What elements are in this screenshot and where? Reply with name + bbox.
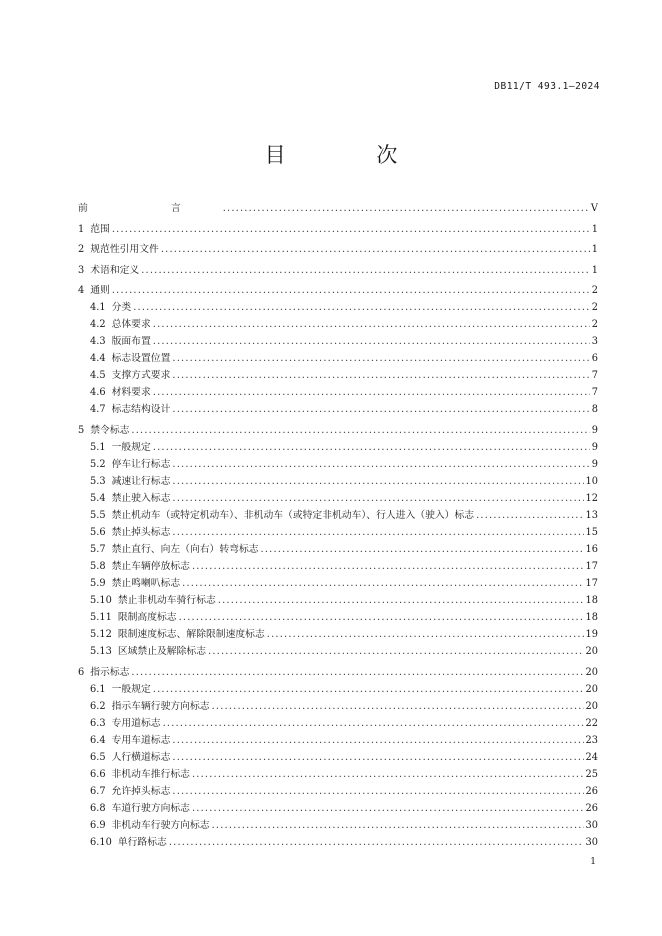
toc-entry[interactable] (78, 732, 598, 749)
toc-entry-title: 一般规定 (111, 683, 151, 695)
toc-entry-page: 17 (585, 577, 598, 589)
toc-dot-leader (218, 592, 584, 609)
toc-entry-number: 5.4 (90, 492, 106, 504)
toc-entry[interactable] (78, 626, 598, 643)
toc-entry-title: 术语和定义 (90, 264, 140, 276)
toc-dot-leader (133, 299, 590, 316)
toc-entry[interactable] (78, 609, 598, 626)
toc-entry-number: 5 (78, 424, 85, 436)
toc-entry[interactable] (78, 401, 598, 418)
toc-entry-title: 指示车辆行驶方向标志 (111, 700, 210, 712)
toc-entry-page: 30 (585, 836, 598, 848)
toc-dot-leader (172, 524, 583, 541)
table-of-contents (78, 200, 598, 851)
toc-entry-number: 4.4 (90, 353, 106, 365)
toc-entry-number: 5.8 (90, 560, 106, 572)
toc-entry-title: 版面布置 (111, 336, 151, 348)
toc-entry[interactable] (78, 473, 598, 490)
toc-entry[interactable] (78, 241, 598, 258)
toc-entry-number: 4.2 (90, 319, 106, 331)
toc-entry-number: 6.1 (90, 683, 106, 695)
toc-entry-page: 8 (591, 404, 598, 416)
toc-entry-number: 4.7 (90, 404, 106, 416)
toc-entry-page: 7 (591, 370, 598, 382)
toc-entry[interactable] (78, 490, 598, 507)
toc-entry[interactable] (78, 698, 598, 715)
toc-entry-number: 2 (78, 244, 85, 256)
toc-dot-leader (112, 221, 590, 238)
toc-entry-page: 13 (585, 509, 598, 521)
toc-entry[interactable] (78, 384, 598, 401)
toc-entry-title: 车道行驶方向标志 (111, 802, 190, 814)
page-title: 目 次 (264, 143, 440, 167)
toc-dot-leader (172, 783, 583, 800)
toc-entry-title: 标志设置位置 (111, 353, 171, 365)
toc-entry-page: 20 (585, 683, 598, 695)
toc-entry[interactable] (78, 800, 598, 817)
toc-entry-number: 6.9 (90, 819, 106, 831)
toc-dot-leader (267, 626, 584, 643)
toc-entry-title: 分类 (111, 302, 132, 314)
toc-dot-leader (261, 541, 584, 558)
toc-entry[interactable] (78, 507, 598, 524)
toc-entry-page: 10 (585, 475, 598, 487)
toc-entry[interactable] (78, 200, 598, 217)
toc-dot-leader (172, 350, 589, 367)
toc-entry-title: 标志结构设计 (111, 404, 171, 416)
toc-entry-number: 6.2 (90, 700, 106, 712)
toc-entry-page: 20 (585, 666, 598, 678)
toc-entry[interactable] (78, 592, 598, 609)
toc-entry[interactable] (78, 715, 598, 732)
toc-dot-leader (172, 749, 583, 766)
toc-dot-leader (153, 316, 590, 333)
toc-entry-page: 15 (585, 526, 598, 538)
toc-dot-leader (153, 681, 584, 698)
toc-entry[interactable] (78, 681, 598, 698)
toc-entry-number: 5.5 (90, 509, 106, 521)
toc-entry[interactable] (78, 282, 598, 299)
toc-entry-page: 19 (585, 628, 598, 640)
toc-entry-page: 9 (591, 424, 598, 436)
toc-entry-number: 6.7 (90, 785, 106, 797)
toc-entry-title: 一般规定 (111, 441, 151, 453)
toc-dot-leader (172, 732, 583, 749)
toc-entry-number: 5.7 (90, 543, 106, 555)
toc-entry-title: 禁止车辆停放标志 (111, 560, 190, 572)
toc-entry-title: 单行路标志 (117, 836, 167, 848)
toc-entry-number: 6.6 (90, 768, 106, 780)
toc-entry-title: 支撑方式要求 (111, 370, 171, 382)
toc-entry-number: 5.6 (90, 526, 106, 538)
toc-dot-leader (172, 367, 589, 384)
toc-entry-number: 6.5 (90, 751, 106, 763)
toc-entry-number: 6 (78, 666, 85, 678)
toc-entry-page: 9 (591, 458, 598, 470)
toc-dot-leader (131, 664, 583, 681)
toc-entry-page: 26 (585, 785, 598, 797)
toc-entry-title: 总体要求 (111, 319, 151, 331)
toc-entry-title: 禁止机动车（或特定机动车）、非机动车（或特定非机动车）、行人进入（驶入）标志 (111, 509, 475, 521)
toc-entry-page: 3 (591, 336, 598, 348)
toc-dot-leader (208, 643, 584, 660)
toc-entry[interactable] (78, 541, 598, 558)
toc-entry-number: 5.13 (90, 645, 112, 657)
toc-entry-title: 前 言 (78, 203, 221, 214)
toc-dot-leader (223, 200, 589, 217)
toc-entry-page: V (590, 203, 598, 214)
toc-dot-leader (153, 333, 590, 350)
toc-entry-number: 6.10 (90, 836, 112, 848)
toc-dot-leader (192, 800, 584, 817)
toc-entry-title: 范围 (90, 223, 110, 235)
toc-entry[interactable] (78, 558, 598, 575)
toc-dot-leader (153, 439, 590, 456)
toc-dot-leader (163, 715, 584, 732)
toc-entry-number: 1 (78, 223, 85, 235)
toc-entry-title: 禁止掉头标志 (111, 526, 171, 538)
toc-dot-leader (161, 241, 590, 258)
toc-entry-number: 4.5 (90, 370, 106, 382)
toc-entry[interactable] (78, 643, 598, 660)
toc-entry[interactable] (78, 439, 598, 456)
toc-entry[interactable] (78, 262, 598, 279)
toc-entry-number: 6.8 (90, 802, 106, 814)
toc-dot-leader (192, 766, 584, 783)
toc-entry-title: 规范性引用文件 (90, 244, 159, 256)
toc-entry-page: 12 (585, 492, 598, 504)
toc-dot-leader (182, 575, 583, 592)
toc-dot-leader (476, 507, 583, 524)
toc-dot-leader (153, 384, 590, 401)
toc-entry-page: 2 (591, 319, 598, 331)
toc-entry-title: 人行横道标志 (111, 751, 171, 763)
toc-entry-page: 16 (585, 543, 598, 555)
toc-entry[interactable] (78, 221, 598, 238)
toc-dot-leader (112, 282, 590, 299)
toc-entry[interactable] (78, 817, 598, 834)
toc-entry-page: 22 (585, 717, 598, 729)
toc-entry[interactable] (78, 834, 598, 851)
toc-entry-number: 5.2 (90, 458, 106, 470)
toc-entry[interactable] (78, 524, 598, 541)
toc-dot-leader (192, 558, 584, 575)
toc-entry-page: 30 (585, 819, 598, 831)
toc-entry-page: 18 (585, 611, 598, 623)
toc-entry-page: 1 (591, 264, 598, 276)
toc-entry-number: 3 (78, 264, 85, 276)
toc-entry-page: 25 (585, 768, 598, 780)
toc-entry-page: 17 (585, 560, 598, 572)
toc-entry-title: 材料要求 (111, 387, 151, 399)
toc-entry-number: 5.10 (90, 594, 112, 606)
toc-entry-title: 非机动车推行标志 (111, 768, 190, 780)
toc-entry-title: 专用道标志 (111, 717, 161, 729)
document-code: DB11/T 493.1—2024 (494, 81, 600, 92)
toc-entry[interactable] (78, 456, 598, 473)
toc-entry-page: 24 (585, 751, 598, 763)
toc-dot-leader (172, 473, 583, 490)
toc-entry-number: 5.12 (90, 628, 112, 640)
toc-entry-page: 20 (585, 645, 598, 657)
toc-entry-title: 非机动车行驶方向标志 (111, 819, 210, 831)
toc-entry[interactable] (78, 299, 598, 316)
toc-entry-number: 5.3 (90, 475, 106, 487)
toc-entry[interactable] (78, 749, 598, 766)
toc-dot-leader (212, 817, 584, 834)
toc-entry-page: 6 (591, 353, 598, 365)
toc-entry-title: 指示标志 (90, 666, 130, 678)
toc-entry-number: 4 (78, 285, 85, 297)
toc-entry[interactable] (78, 350, 598, 367)
toc-entry-title: 停车让行标志 (111, 458, 171, 470)
toc-entry-title: 专用车道标志 (111, 734, 171, 746)
toc-entry[interactable] (78, 783, 598, 800)
toc-entry[interactable] (78, 422, 598, 439)
toc-entry-page: 2 (591, 302, 598, 314)
toc-entry[interactable] (78, 664, 598, 681)
toc-entry-title: 禁令标志 (90, 424, 130, 436)
toc-dot-leader (131, 422, 589, 439)
toc-entry-number: 5.1 (90, 441, 106, 453)
toc-entry-number: 4.3 (90, 336, 106, 348)
toc-entry-title: 禁止鸣喇叭标志 (111, 577, 181, 589)
toc-entry-page: 2 (591, 285, 598, 297)
toc-dot-leader (169, 834, 584, 851)
toc-entry-title: 限制速度标志、解除限制速度标志 (117, 628, 265, 640)
toc-entry-page: 1 (591, 244, 598, 256)
toc-dot-leader (172, 490, 583, 507)
toc-entry-title: 禁止非机动车骑行标志 (117, 594, 216, 606)
toc-entry-title: 限制高度标志 (117, 611, 177, 623)
toc-entry-number: 6.3 (90, 717, 106, 729)
toc-entry-title: 通则 (90, 285, 110, 297)
toc-entry-title: 禁止驶入标志 (111, 492, 171, 504)
toc-entry-page: 9 (591, 441, 598, 453)
toc-dot-leader (141, 262, 590, 279)
page-number: 1 (590, 857, 596, 867)
toc-entry-number: 6.4 (90, 734, 106, 746)
toc-entry[interactable] (78, 333, 598, 350)
toc-entry-page: 26 (585, 802, 598, 814)
toc-entry-page: 23 (585, 734, 598, 746)
toc-entry-title: 禁止直行、向左（向右）转弯标志 (111, 543, 259, 555)
toc-dot-leader (179, 609, 584, 626)
toc-entry-number: 5.9 (90, 577, 106, 589)
toc-entry-number: 4.6 (90, 387, 106, 399)
toc-entry-page: 1 (591, 223, 598, 235)
toc-entry-title: 减速让行标志 (111, 475, 171, 487)
toc-entry[interactable] (78, 766, 598, 783)
toc-entry[interactable] (78, 575, 598, 592)
toc-dot-leader (172, 401, 589, 418)
toc-dot-leader (212, 698, 584, 715)
toc-entry[interactable] (78, 367, 598, 384)
toc-entry-page: 18 (585, 594, 598, 606)
toc-entry-number: 5.11 (90, 611, 112, 623)
toc-dot-leader (172, 456, 589, 473)
toc-entry-page: 7 (591, 387, 598, 399)
toc-entry-title: 允许掉头标志 (111, 785, 171, 797)
toc-entry[interactable] (78, 316, 598, 333)
toc-entry-title: 区域禁止及解除标志 (117, 645, 206, 657)
toc-entry-number: 4.1 (90, 302, 106, 314)
toc-entry-page: 20 (585, 700, 598, 712)
